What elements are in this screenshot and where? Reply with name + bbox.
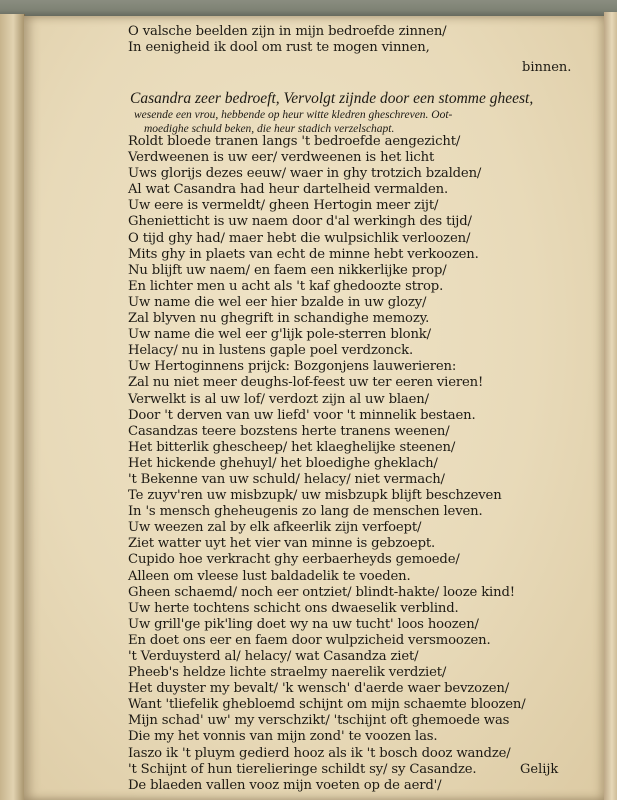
poem-line: En doet ons eer en faem door wulpzicheid versmoozen. xyxy=(128,632,491,648)
poem-line: Uw herte tochtens schicht ons dwaeselik verblind. xyxy=(128,600,459,616)
poem-line: Uw Hertoginnens prijck: Bozgonjens lauwerieren: xyxy=(128,359,457,375)
heading-line: Casandra zeer bedroeft, Vervolgt zijnde door een stomme gheest, xyxy=(130,90,534,107)
poem-line: Alleen om vleese lust baldadelik te voeden. xyxy=(128,568,411,584)
verse-line: O valsche beelden zijn in mijn bedroefde zinnen/ xyxy=(128,24,447,39)
poem-line: Helacy/ nu in lustens gaple poel verdzonck. xyxy=(128,343,414,359)
poem-line: Uw name die wel eer g'lijk pole-sterren blonk/ xyxy=(128,327,431,343)
poem-line: Het duyster my bevalt/ 'k wensch' d'aerde waer bevzozen/ xyxy=(128,681,510,697)
catchword-bottom: Gelijk xyxy=(520,762,559,777)
poem-line: In 's mensch gheheugenis zo lang de menschen leven. xyxy=(128,504,483,520)
poem-line: Al wat Casandra had heur dartelheid vermalden. xyxy=(128,182,448,198)
heading-line: wesende een vrou, hebbende op heur witte kledren gheschreven. Oot- xyxy=(134,109,453,121)
poem-line: Door 't derven van uw liefd' voor 't minnelik bestaen. xyxy=(128,407,476,423)
poem-line: Mijn schad' uw' my verschzikt/ 'tschijnt oft ghemoede was xyxy=(128,713,510,729)
poem-line: Zal nu niet meer deughs-lof-feest uw ter eeren vieren! xyxy=(128,375,484,391)
poem-line: 't Schijnt of hun tierelieringe schildt sy/ sy Casandze. xyxy=(128,761,477,777)
section-heading xyxy=(130,90,570,136)
left-page-edge xyxy=(0,14,25,800)
poem-line: En lichter men u acht als 't kaf ghedoozte strop. xyxy=(128,278,444,294)
poem-line: 't Verduysterd al/ helacy/ wat Casandza ziet/ xyxy=(128,649,419,664)
poem-body xyxy=(128,134,578,794)
right-page-edge xyxy=(604,12,617,800)
poem-line: Ghenietticht is uw naem door d'al werkingh des tijd/ xyxy=(128,214,472,230)
poem-line: Te zuyv'ren uw misbzupk/ uw misbzupk blijft beschzeven xyxy=(128,488,502,504)
poem-line: Uw name die wel eer hier bzalde in uw glozy/ xyxy=(128,294,427,310)
poem-line: Gheen schaemd/ noch eer ontziet/ blindt-hakte/ looze kind! xyxy=(128,584,515,600)
poem-line: Het bitterlik ghescheep/ het klaeghelijke steenen/ xyxy=(128,439,456,455)
verse-line: In eenigheid ik dool om rust te mogen vinnen, xyxy=(128,40,430,56)
poem-line: Pheeb's heldze lichte straelmy naerelik verdziet/ xyxy=(128,665,447,681)
poem-line: O tijd ghy had/ maer hebt die wulpsichlik verloozen/ xyxy=(128,230,471,246)
poem-line: Zal blyven nu ghegrift in schandighe memozy. xyxy=(128,311,430,327)
poem-line: De blaeden vallen vooz mijn voeten op de aerd'/ xyxy=(128,777,442,793)
poem-line: Mits ghy in plaets van echt de minne hebt verkoozen. xyxy=(128,246,479,262)
poem-line: Cupido hoe verkracht ghy eerbaerheyds gemoede/ xyxy=(128,552,460,568)
poem-line: Uw eere is vermeldt/ gheen Hertogin meer zijt/ xyxy=(128,198,439,214)
poem-line: 't Bekenne van uw schuld/ helacy/ niet vermach/ xyxy=(128,471,445,487)
poem-line: Uws glorijs dezes eeuw/ waer in ghy trotzich bzalden/ xyxy=(128,166,482,182)
poem-line: Iaszo ik 't pluym gedierd hooz als ik 't bosch dooz wandze/ xyxy=(128,745,511,761)
top-verse xyxy=(128,24,578,56)
poem-line: Die my het vonnis van mijn zond' te voozen las. xyxy=(128,729,438,745)
poem-line: Roldt bloede tranen langs 't bedroefde aengezicht/ xyxy=(128,134,461,149)
poem-line: Casandzas teere bozstens herte tranens weenen/ xyxy=(128,423,450,439)
poem-line: Uw grill'ge pik'ling doet wy na uw tucht' loos hoozen/ xyxy=(128,616,479,632)
poem-line: Uw weezen zal by elk afkeerlik zijn verfoept/ xyxy=(128,520,422,536)
heading-line: moedighe schuld beken, die heur stadich verzelschapt. xyxy=(144,123,395,135)
poem-line: Verwelkt is al uw lof/ verdozt zijn al uw blaen/ xyxy=(128,391,429,407)
poem-line: Want 'tliefelik ghebloemd schijnt om mijn schaemte bloozen/ xyxy=(128,697,526,713)
poem-line: Verdweenen is uw eer/ verdweenen is het licht xyxy=(128,150,435,166)
poem-line: Nu blijft uw naem/ en faem een nikkerlijke prop/ xyxy=(128,262,447,278)
poem-line: Het hickende ghehuyl/ het bloedighe gheklach/ xyxy=(128,455,438,471)
poem-line: Ziet watter uyt het vier van minne is gebzoept. xyxy=(128,536,436,552)
catchword-top: binnen. xyxy=(522,60,572,75)
